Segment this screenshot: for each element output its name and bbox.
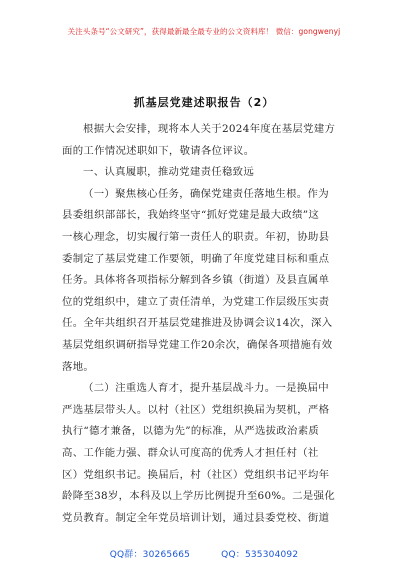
- top-banner: 关注头条号“公文研究”，获得最新最全最专业的公文资料库！ 微信：gongwenyj: [67, 27, 341, 36]
- footer: [0, 547, 408, 560]
- paragraph-line: 县委组织部部长，我始终坚守“抓好党建是最大政绩”这: [62, 209, 320, 222]
- paragraph-line: 根据大会安排，现将本人关于2024年度在基层党建方: [83, 123, 336, 135]
- footer-qq-group: QQ群：30265665: [109, 550, 191, 560]
- document-body: [62, 119, 352, 529]
- paragraph-line: 区）党组织书记。换届后，村（社区）党组织书记平均年: [62, 468, 330, 481]
- paragraph-line: 党员教育。制定全年党员培训计划，通过县委党校、街道: [62, 511, 330, 524]
- paragraph-line: （一）聚焦核心任务，确保党建责任落地生根。作为: [83, 187, 329, 200]
- paragraph-line: 任。全年共组织召开基层党建推进及协调会议14次，深入: [62, 317, 333, 330]
- paragraph-line: 位的党组织中，建立了责任清单，为党建工作层级压实责: [62, 295, 330, 308]
- paragraph-line: 龄降至38岁，本科及以上学历比例提升至60%。二是强化: [62, 490, 336, 503]
- paragraph-line: 高、工作能力强、群众认可度高的优秀人才担任村（社: [62, 446, 319, 459]
- paragraph-line: 一核心理念，切实履行第一责任人的职责。年初，协助县: [62, 230, 330, 243]
- paragraph-line: 任务。具体将各项指标分解到各乡镇（街道）及县直属单: [62, 274, 330, 287]
- paragraph-line: 基层党组织调研指导党建工作20余次，确保各项措施有效: [62, 338, 333, 351]
- paragraph-line: 严选基层带头人。以村（社区）党组织换届为契机，严格: [62, 403, 330, 416]
- paragraph-line: 委制定了基层党建工作要领，明确了年度党建目标和重点: [62, 252, 330, 265]
- paragraph-line: 落地。: [62, 360, 95, 373]
- paragraph-line: 面的工作情况述职如下，敬请各位评议。: [62, 144, 255, 157]
- paragraph-line: 一、认真履职，推动党建责任稳致远: [83, 166, 255, 179]
- paragraph-line: （二）注重选人育才，提升基层战斗力。一是换届中: [83, 382, 329, 395]
- footer-qq: QQ：535304092: [221, 550, 299, 560]
- document-title: 抓基层党建述职报告（2）: [133, 96, 275, 109]
- paragraph-line: 执行“德才兼备，以德为先”的标准，从严选拔政治素质: [62, 425, 320, 438]
